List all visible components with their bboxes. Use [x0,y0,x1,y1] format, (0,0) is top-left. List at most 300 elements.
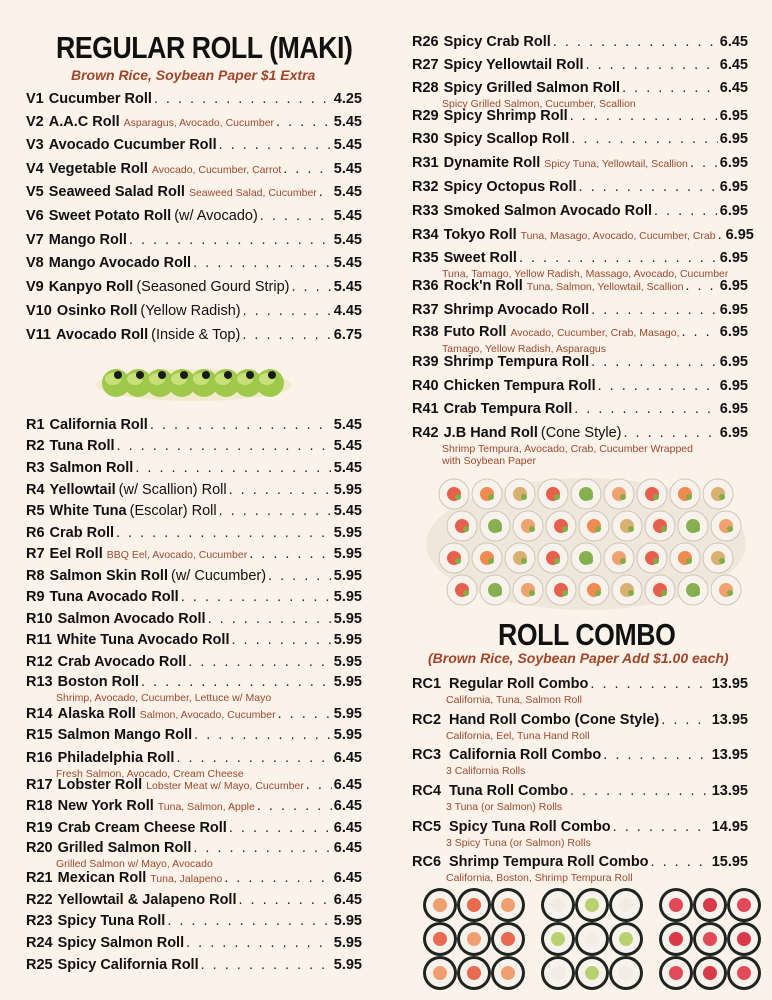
item-code: R7 [26,546,45,562]
menu-item-row [26,749,362,768]
combo-roll-piece [659,922,693,956]
item-code: R32 [412,179,439,195]
menu-item-row [26,631,362,650]
item-price: 6.95 [719,179,748,195]
menu-item [26,726,362,745]
menu-item [26,416,362,435]
menu-item [412,323,748,355]
menu-item-row [26,481,362,500]
item-note: (Inside & Top) [151,327,241,343]
maki-piece [538,479,568,509]
menu-item [412,56,748,75]
item-name: Spicy Yellowtail Roll [443,57,584,73]
menu-item [26,524,362,543]
menu-item-row [26,136,362,155]
dot-leader [257,797,332,816]
menu-item-row [412,746,748,765]
item-name: Tuna Roll Combo [449,783,568,799]
menu-item [412,353,748,372]
menu-item-row [26,912,362,931]
dot-leader [591,353,718,372]
combo-roll-piece [423,956,457,990]
item-description: Avocado, Cucumber, Crab, Masago, [510,327,680,339]
dot-leader [685,277,717,296]
maki-piece [678,511,708,541]
item-name: Tuna Avocado Roll [49,589,179,605]
menu-item [26,705,362,725]
item-code: V6 [26,208,44,224]
combo-roll-piece [659,956,693,990]
menu-item [412,107,748,126]
item-description: Seaweed Salad, Cucumber [188,187,317,199]
item-code: R35 [412,250,439,266]
menu-item-row [26,869,362,889]
item-name: Alaska Roll [57,706,136,722]
menu-item-row [412,130,748,149]
dot-leader [268,567,332,586]
menu-item [412,154,748,174]
menu-item-row [26,934,362,953]
item-name: Seaweed Salad Roll [48,184,185,200]
combo-rolls-photo [412,885,762,1000]
item-description: Asparagus, Avocado, Cucumber [123,117,275,129]
menu-item-row [26,524,362,543]
item-price: 5.95 [333,706,362,722]
menu-item-row [26,326,362,345]
item-price: 5.45 [333,208,362,224]
item-price: 6.95 [719,324,748,340]
menu-item-row [26,588,362,607]
item-name: Salmon Skin Roll [49,568,168,584]
menu-item-row [26,545,362,565]
item-code: R15 [26,727,53,743]
item-code: RC2 [412,712,442,728]
item-price: 6.45 [333,870,362,886]
item-price: 5.95 [333,525,362,541]
item-price: 4.45 [333,303,362,319]
maki-piece [678,575,708,605]
dot-leader [603,746,709,765]
item-price: 5.95 [333,913,362,929]
item-price: 5.45 [333,255,362,271]
item-description: Tuna, Masago, Avocado, Cucumber, Crab [520,230,716,242]
menu-item-row [26,776,362,796]
item-name: Spicy Scallop Roll [443,131,570,147]
menu-item [26,610,362,629]
menu-item [412,277,748,297]
menu-item [412,178,748,197]
menu-item-row [412,853,748,872]
item-code: R14 [26,706,53,722]
combo-roll-piece [575,888,609,922]
item-note: (Yellow Radish) [140,303,241,319]
item-name: Spicy Grilled Salmon Roll [443,80,621,96]
item-name: Salmon Mango Roll [57,727,193,743]
item-description: California, Tuna, Salmon Roll [446,694,582,706]
maki-piece [703,479,733,509]
item-description: Grilled Salmon w/ Mayo, Avocado [56,858,213,870]
item-name: Regular Roll Combo [449,676,589,692]
item-price: 5.45 [333,161,362,177]
menu-item-row [412,56,748,75]
menu-item [412,226,754,246]
item-price: 6.45 [719,34,748,50]
menu-item-row [412,377,748,396]
item-price: 5.95 [333,546,362,562]
item-name: Philadelphia Roll [57,750,175,766]
maki-piece [579,511,609,541]
item-description: Lobster Meat w/ Mayo, Cucumber [146,780,304,792]
menu-item [26,302,362,321]
item-price: 6.45 [719,80,748,96]
item-price: 5.45 [333,438,362,454]
menu-item-row [412,226,754,246]
menu-item-row [26,610,362,629]
item-code: R30 [412,131,439,147]
menu-item-row [26,183,362,203]
item-name: Avocado Cucumber Roll [48,137,217,153]
maki-piece [604,543,634,573]
item-code: V4 [26,161,44,177]
item-code: R38 [412,324,439,340]
combo-roll-piece [491,888,525,922]
menu-item [412,782,748,813]
item-code: R28 [412,80,439,96]
item-price: 6.95 [719,108,748,124]
dot-leader [276,113,332,132]
maki-piece [439,479,469,509]
maki-piece [604,479,634,509]
item-price: 6.95 [719,131,748,147]
item-name: Salmon Avocado Roll [57,611,206,627]
item-description: Tuna, Tamago, Yellow Radish, Massago, Avocado, Cucumber [442,268,729,280]
item-code: R19 [26,820,53,836]
item-description: BBQ Eel, Avocado, Cucumber [106,549,248,561]
item-code: R21 [26,870,53,886]
item-name: Dynamite Roll [443,155,541,171]
item-code: R13 [26,674,53,690]
maki-piece [513,575,543,605]
item-name: Hand Roll Combo (Cone Style) [449,712,660,728]
item-code: R18 [26,798,53,814]
dot-leader [154,90,332,109]
item-code: R4 [26,482,45,498]
combo-roll-piece [541,888,575,922]
item-price: 5.45 [333,417,362,433]
item-description: with Soybean Paper [442,455,536,467]
menu-item [26,481,362,500]
item-price: 13.95 [711,783,748,799]
dot-leader [690,154,718,173]
dot-leader [239,891,332,910]
item-price: 5.95 [333,727,362,743]
combo-roll-piece [609,888,643,922]
item-name: Grilled Salmon Roll [57,840,192,856]
item-name: Mexican Roll [57,870,147,886]
dot-leader [622,79,718,98]
item-description: Shrimp, Avocado, Cucumber, Lettuce w/ Mayo [56,692,272,704]
item-name: Mango Avocado Roll [48,255,192,271]
dot-leader [623,424,717,443]
item-price: 13.95 [711,712,748,728]
menu-item-row [412,178,748,197]
maki-piece [703,543,733,573]
combo-roll-piece [727,922,761,956]
item-name: California Roll Combo [449,747,602,763]
item-price: 6.45 [333,820,362,836]
item-description: Tuna, Salmon, Yellowtail, Scallion [526,281,684,293]
item-price: 5.95 [333,957,362,973]
item-description: 3 Spicy Tuna (or Salmon) Rolls [446,837,591,849]
menu-item [412,130,748,149]
item-note: (Seasoned Gourd Strip) [136,279,290,295]
menu-item-row [26,567,362,586]
combo-roll-piece [575,956,609,990]
item-price: 6.95 [719,302,748,318]
item-code: R31 [412,155,439,171]
menu-item [26,631,362,650]
item-name: Salmon Roll [49,460,134,476]
item-name: Smoked Salmon Avocado Roll [443,203,653,219]
item-price: 6.95 [725,227,754,243]
maki-piece [472,479,502,509]
item-code: R41 [412,401,439,417]
dot-leader [167,912,331,931]
item-price: 5.95 [333,568,362,584]
maki-piece [637,479,667,509]
menu-item [26,912,362,931]
menu-item-row [412,424,748,443]
combo-roll-piece [693,922,727,956]
item-code: R20 [26,840,53,856]
item-code: R29 [412,108,439,124]
item-name: Crab Cream Cheese Roll [57,820,227,836]
item-price: 6.45 [333,840,362,856]
menu-item-row [412,675,748,694]
item-description: Fresh Salmon, Avocado, Cream Cheese [56,768,244,780]
menu-item [412,424,748,467]
maki-piece [546,511,576,541]
item-code: V1 [26,91,44,107]
item-code: R27 [412,57,439,73]
item-code: V8 [26,255,44,271]
dot-leader [571,130,717,149]
menu-item-row [26,673,362,692]
dot-leader [186,934,332,953]
item-code: R42 [412,425,439,441]
menu-item-row [412,107,748,126]
menu-item-row [412,400,748,419]
item-price: 6.95 [719,401,748,417]
item-name: Shrimp Tempura Roll [443,354,590,370]
item-code: V7 [26,232,44,248]
maki-piece [439,543,469,573]
maki-piece [447,511,477,541]
item-name: Tuna Roll [49,438,115,454]
dot-leader [141,673,332,692]
dot-leader [116,524,332,543]
menu-item-row [412,301,748,320]
menu-item-row [26,90,362,109]
item-code: V5 [26,184,44,200]
item-price: 6.95 [719,278,748,294]
item-price: 6.95 [719,250,748,266]
menu-item [26,891,362,910]
menu-item [26,869,362,889]
combo-roll-piece [575,922,609,956]
menu-item [26,326,362,345]
item-price: 13.95 [711,747,748,763]
menu-item [26,797,362,817]
maki-piece [571,543,601,573]
item-price: 5.45 [333,184,362,200]
menu-item-row [26,705,362,725]
item-name: Sweet Roll [443,250,517,266]
item-name: Avocado Roll [56,327,149,343]
dot-leader [193,839,331,858]
combo-roll-piece [609,922,643,956]
menu-item [26,839,362,870]
item-code: R37 [412,302,439,318]
maki-piece [579,575,609,605]
menu-item [26,502,362,521]
combo-roll-piece [457,888,491,922]
item-name: Spicy Crab Roll [443,34,551,50]
menu-item-row [26,437,362,456]
menu-item [412,711,748,742]
menu-item-row [26,302,362,321]
item-description: Tuna, Salmon, Apple [157,801,255,813]
item-note: (w/ Scallion) Roll [118,482,227,498]
item-name: J.B Hand Roll [443,425,538,441]
combo-roll-piece [609,956,643,990]
maki-piece [612,575,642,605]
maki-piece [472,543,502,573]
menu-item-row [26,891,362,910]
item-price: 5.45 [333,232,362,248]
menu-item-row [412,249,748,268]
maki-piece [505,543,535,573]
maki-piece [670,543,700,573]
dot-leader [718,226,724,245]
item-code: R9 [26,589,45,605]
item-description: 3 California Rolls [446,765,526,777]
item-name: Futo Roll [443,324,507,340]
item-price: 5.45 [333,137,362,153]
item-code: R17 [26,777,53,793]
dot-leader [231,631,331,650]
item-price: 6.95 [719,354,748,370]
item-name: Mango Roll [48,232,127,248]
maki-piece [612,511,642,541]
item-price: 6.45 [333,750,362,766]
menu-item [26,956,362,975]
dot-leader [188,653,332,672]
item-code: R36 [412,278,439,294]
item-note: (w/ Cucumber) [170,568,267,584]
item-price: 6.95 [719,378,748,394]
item-code: R25 [26,957,53,973]
dot-leader [661,711,709,730]
menu-item [26,673,362,704]
dot-leader [654,202,718,221]
item-name: California Roll [49,417,148,433]
menu-item-row [412,818,748,837]
maki-piece [711,511,741,541]
item-code: V11 [26,327,51,343]
dot-leader [319,183,332,202]
item-price: 6.45 [719,57,748,73]
item-code: RC3 [412,747,442,763]
item-code: R2 [26,438,45,454]
maki-piece [513,511,543,541]
item-code: R34 [412,227,439,243]
menu-item-row [26,278,362,297]
item-price: 6.45 [333,798,362,814]
menu-item-row [26,502,362,521]
item-name: Osinko Roll [56,303,138,319]
menu-item-row [26,653,362,672]
item-code: RC6 [412,854,442,870]
item-code: R3 [26,460,45,476]
maki-piece [571,479,601,509]
item-name: Boston Roll [57,674,139,690]
menu-item [412,746,748,777]
maki-title: REGULAR ROLL (MAKI) [56,30,353,65]
item-description: Shrimp Tempura, Avocado, Crab, Cucumber Wrapped [442,443,693,455]
menu-item [412,377,748,396]
combo-title: ROLL COMBO [498,617,676,652]
combo-roll-piece [541,956,575,990]
item-code: R40 [412,378,439,394]
menu-item [26,90,362,109]
menu-item-row [26,254,362,273]
menu-item-row [26,819,362,838]
menu-item-row [412,782,748,801]
combo-roll-piece [659,888,693,922]
item-description: Salmon, Avocado, Cucumber [139,709,276,721]
menu-item [26,113,362,133]
item-description: Tuna, Jalapeno [150,873,223,885]
dot-leader [117,437,332,456]
menu-item [26,567,362,586]
dot-leader [306,776,332,795]
dot-leader [135,459,331,478]
item-description: 3 Tuna (or Salmon) Rolls [446,801,563,813]
maki-piece [711,575,741,605]
menu-item [26,231,362,250]
menu-item [412,400,748,419]
dot-leader [219,502,332,521]
dot-leader [208,610,332,629]
menu-item [412,249,748,280]
item-code: R1 [26,417,45,433]
maki-piece [670,479,700,509]
item-price: 5.95 [333,589,362,605]
menu-item-row [26,839,362,858]
item-code: V9 [26,279,44,295]
menu-item [412,301,748,320]
item-price: 5.45 [333,503,362,519]
dot-leader [519,249,718,268]
item-price: 14.95 [711,819,748,835]
menu-item [412,33,748,52]
menu-item-row [412,323,748,343]
menu-item [26,278,362,297]
menu-item-row [26,231,362,250]
dot-leader [260,207,332,226]
maki-piece [505,479,535,509]
